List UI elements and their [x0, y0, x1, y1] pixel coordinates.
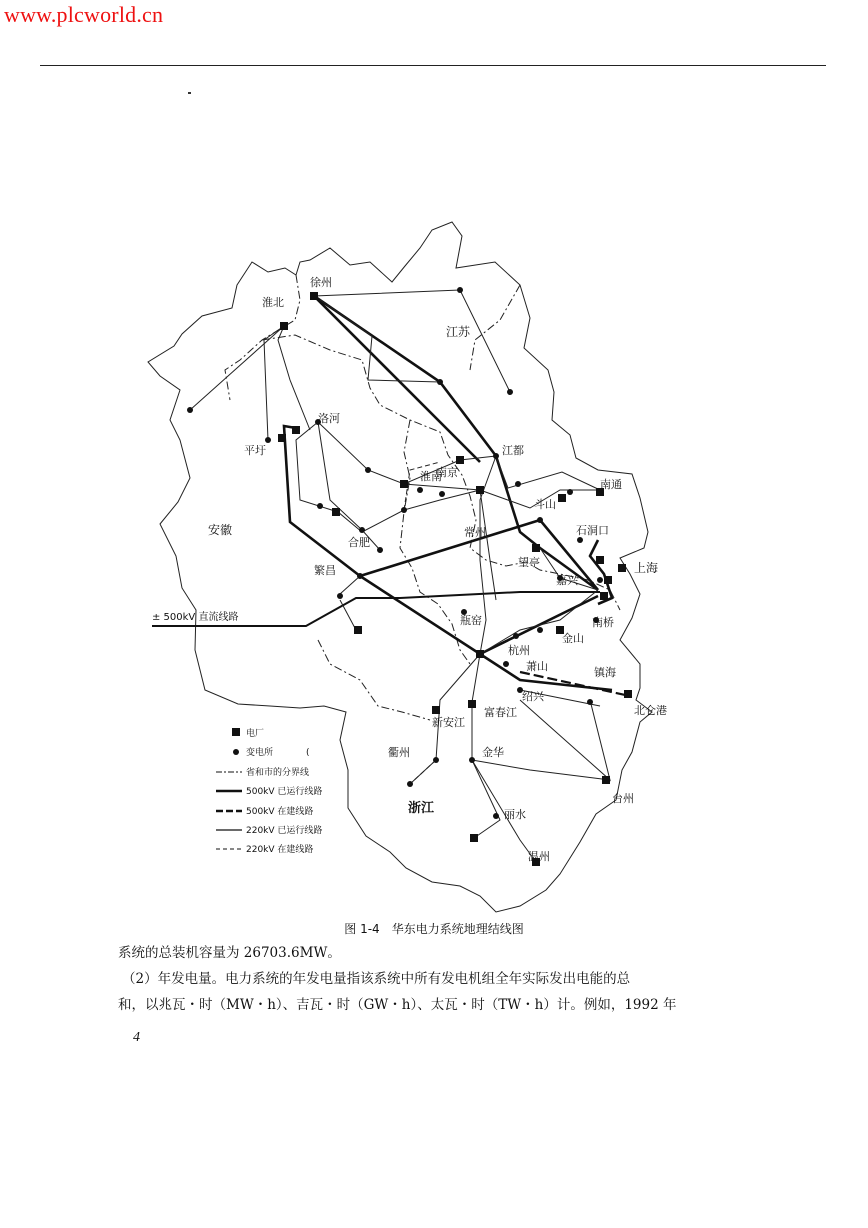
city-label: 金山: [562, 632, 584, 645]
svg-text:省和市的分界线: 省和市的分界线: [246, 768, 310, 778]
city-label: 台州: [612, 792, 634, 805]
body-text-line-1: 系统的总装机容量为 26703.6MW。: [118, 945, 341, 961]
city-label: 瓶窑: [460, 614, 482, 627]
plant-hangzhou: [476, 650, 484, 658]
dc-line-label: ± 500kV 直流线路: [152, 612, 239, 623]
city-label: 镇海: [594, 666, 616, 679]
svg-text:220kV 已运行线路: 220kV 已运行线路: [246, 826, 323, 836]
label-province-anhui: 安徽: [208, 523, 233, 537]
city-label: 丽水: [504, 808, 526, 821]
svg-text:500kV 在建线路: 500kV 在建线路: [246, 807, 314, 817]
plant-luohe: [292, 426, 300, 434]
city-label: 杭州: [508, 644, 530, 657]
plant-fuchunjiang: [468, 700, 476, 708]
plant-lishui: [470, 834, 478, 842]
plant-shanghai-1: [604, 576, 612, 584]
plant-pingwei: [278, 434, 286, 442]
body-text-line-2: （2）年发电量。电力系统的年发电量指该系统中所有发电机组全年实际发出电能的总: [122, 971, 631, 987]
plant-shidongkou: [596, 556, 604, 564]
city-label: 淮北: [262, 296, 284, 309]
plant-xuzhou: [310, 292, 318, 300]
label-province-jiangsu: 江苏: [446, 325, 471, 339]
map-legend: [216, 727, 322, 855]
page-number: 4: [133, 1030, 140, 1045]
city-label: 南桥: [592, 616, 614, 629]
plant-nanjing: [456, 456, 464, 464]
plant-jianbi: [476, 486, 484, 494]
city-label: 合肥: [348, 536, 370, 549]
region-boundary: [148, 222, 652, 912]
svg-text:220kV 在建线路: 220kV 在建线路: [246, 845, 314, 855]
city-label: 北仑港: [634, 704, 667, 717]
city-label: 南通: [600, 478, 622, 491]
city-label: 绍兴: [522, 690, 544, 703]
city-label: 繁昌: [314, 564, 336, 577]
city-label: 常州: [464, 526, 486, 539]
figure-caption: 图 1-4 华东电力系统地理结线图: [344, 922, 524, 936]
plant-huainan: [400, 480, 408, 488]
city-label: 斗山: [534, 498, 556, 511]
plant-taizhou: [602, 776, 610, 784]
plant-huaibei: [280, 322, 288, 330]
city-label: 石洞口: [576, 524, 609, 537]
city-label: 南京: [436, 466, 458, 479]
city-label: 萧山: [526, 660, 548, 673]
site-url[interactable]: www.plcworld.cn: [4, 2, 164, 27]
plant-xinanjiang: [432, 706, 440, 714]
city-label: 洛河: [318, 412, 340, 425]
substations: [187, 287, 603, 819]
plant-zhenhai: [624, 690, 632, 698]
map-labels: [152, 276, 667, 863]
svg-text:500kV 已运行线路: 500kV 已运行线路: [246, 787, 323, 797]
label-province-zhejiang: 浙江: [408, 801, 435, 816]
city-label: 望亭: [518, 556, 540, 569]
city-label: 富春江: [484, 706, 517, 719]
city-label: 衢州: [388, 746, 410, 759]
svg-text:(: (: [306, 748, 310, 758]
city-label: 江都: [502, 444, 524, 457]
svg-text:电厂: 电厂: [246, 729, 265, 739]
city-label: 温州: [528, 850, 550, 863]
city-label: 平圩: [244, 444, 266, 457]
city-label: 淮南: [420, 470, 442, 483]
plant-nanqiao: [600, 592, 608, 600]
plant-changzhou: [532, 544, 540, 552]
city-label: 新安江: [432, 716, 465, 729]
plant-hefei: [332, 508, 340, 516]
city-label: 上海: [634, 561, 659, 575]
plant-shanghai-2: [618, 564, 626, 572]
body-text-line-3: 和，以兆瓦・时（MW・h）、吉瓦・时（GW・h）、太瓦・时（TW・h）计。例如，1992 年: [118, 997, 677, 1013]
city-label: 金华: [482, 746, 504, 759]
city-label: 徐州: [310, 276, 332, 289]
plant-tongling: [354, 626, 362, 634]
plant-doushan: [558, 494, 566, 502]
power-plants: [278, 292, 632, 866]
svg-text:变电所: 变电所: [246, 748, 274, 758]
city-label: 嘉兴: [556, 574, 578, 587]
